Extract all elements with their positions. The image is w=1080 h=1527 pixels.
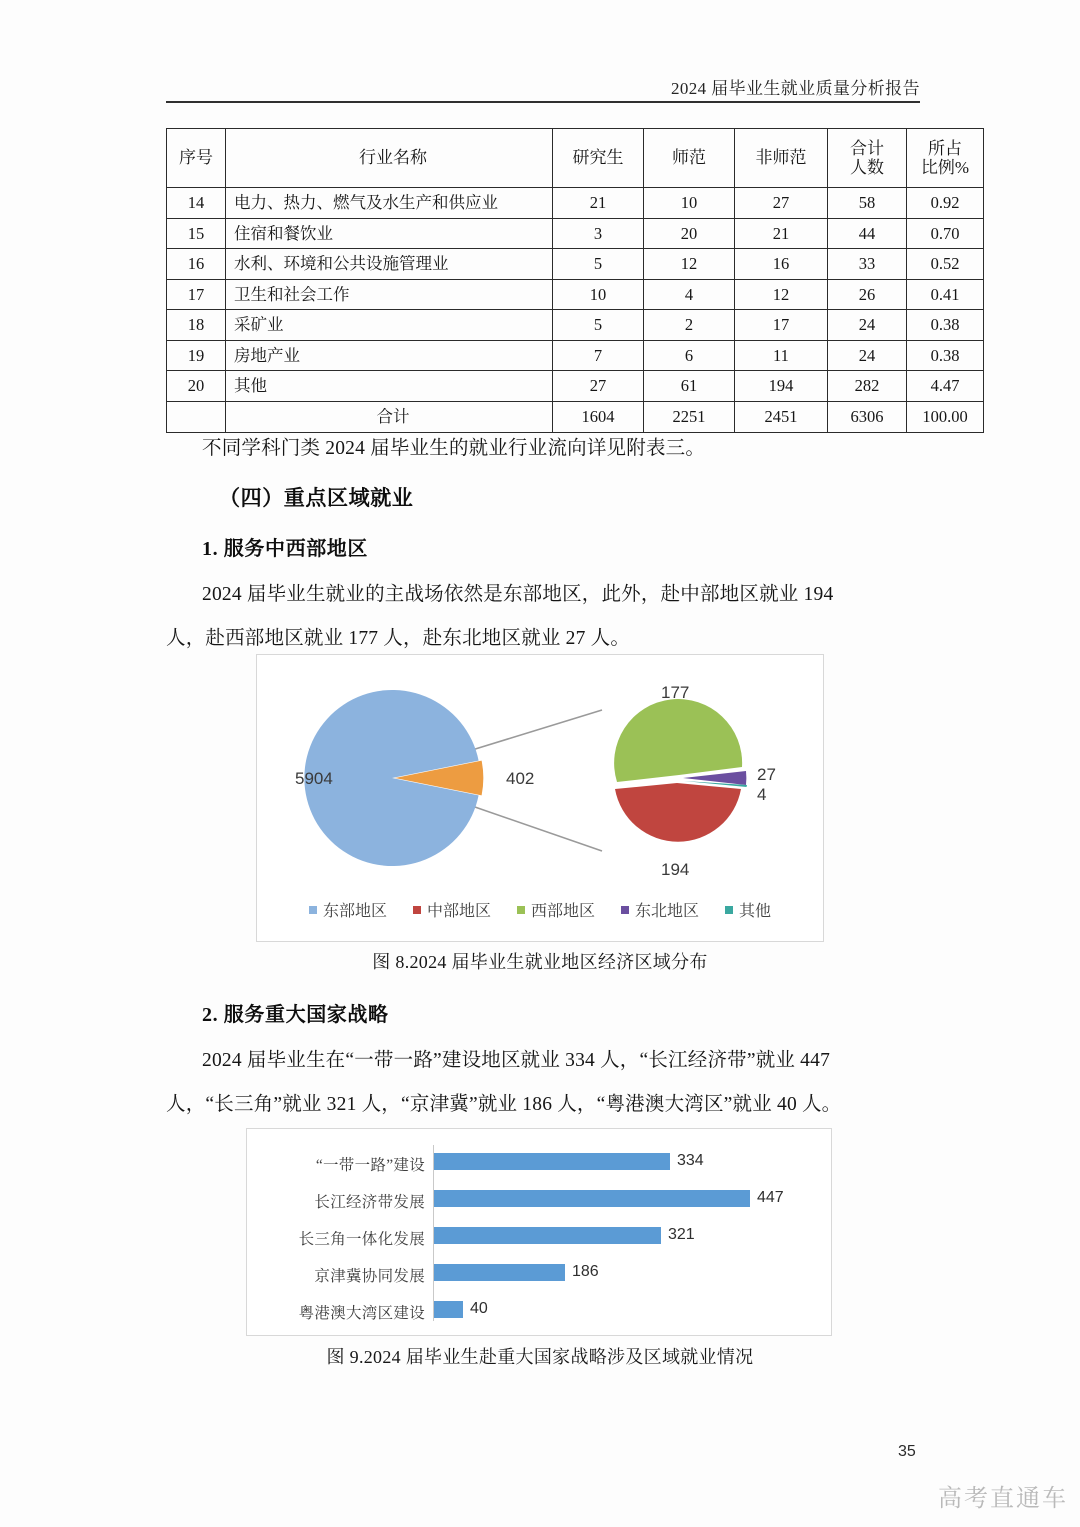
cell-normal: 6: [644, 340, 735, 371]
cell-graduate: 5: [553, 310, 644, 341]
bar-rect: [434, 1301, 463, 1318]
table-header: [167, 129, 984, 188]
cell-index: 20: [167, 371, 226, 402]
connector-lines: [472, 710, 602, 851]
cell-total: 24: [828, 340, 907, 371]
pie-slice-central: [615, 783, 741, 842]
cell-non-normal: 21: [735, 218, 828, 249]
legend-swatch-northeast-icon: [621, 906, 629, 914]
cell-percent: 0.38: [907, 340, 984, 371]
figure-8-caption: 图 8.2024 届毕业生就业地区经济区域分布: [372, 952, 708, 972]
pie-label-east: 5904: [295, 769, 333, 788]
header-total: [828, 129, 907, 188]
pie-label-central: 194: [661, 860, 690, 879]
header-index: 序号: [167, 129, 226, 188]
cell-graduate: 10: [553, 279, 644, 310]
pie-of-pie-graphic: [257, 655, 825, 905]
header-total-line1: 合计: [850, 138, 884, 158]
subsection-2-heading: 2. 服务重大国家战略: [202, 1004, 389, 1026]
industry-table-wrapper: [166, 128, 970, 433]
legend-swatch-east-icon: [309, 906, 317, 914]
table-row: [167, 249, 984, 280]
cell-non-normal: 12: [735, 279, 828, 310]
cell-total: 44: [828, 218, 907, 249]
table-row: [167, 279, 984, 310]
cell-percent: 4.47: [907, 371, 984, 402]
legend-item-west: [517, 898, 595, 921]
bar-category-label: 长江经济带发展: [314, 1194, 425, 1211]
cell-industry: 其他: [226, 371, 553, 402]
pie-label-northeast: 27: [757, 765, 776, 784]
cell-index: 19: [167, 340, 226, 371]
cell-total: 24: [828, 310, 907, 341]
cell-index: 17: [167, 279, 226, 310]
header-percent: [907, 129, 984, 188]
watermark: 高考直通车: [938, 1486, 1068, 1512]
cell-percent: 0.70: [907, 218, 984, 249]
section-heading: （四）重点区域就业: [219, 486, 414, 510]
summary-label: 合计: [226, 401, 553, 432]
cell-index: 14: [167, 188, 226, 219]
cell-non-normal: 17: [735, 310, 828, 341]
bar-category-label: 长三角一体化发展: [298, 1231, 425, 1248]
cell-index: 15: [167, 218, 226, 249]
header-percent-line1: 所占: [928, 138, 962, 158]
subsection-1-paragraph-line1: 2024 届毕业生就业的主战场依然是东部地区，此外，赴中部地区就业 194: [202, 584, 834, 605]
legend-item-central: [413, 898, 491, 921]
bar-value-label: 334: [677, 1152, 704, 1169]
cell-total: 58: [828, 188, 907, 219]
legend-label-northeast: 东北地区: [635, 903, 700, 920]
cell-graduate: 7: [553, 340, 644, 371]
page-number: 35: [898, 1443, 916, 1460]
header-percent-line2: 比例%: [920, 158, 970, 177]
legend-label-east: 东部地区: [322, 903, 387, 920]
summary-graduate: 1604: [553, 401, 644, 432]
cell-index: 18: [167, 310, 226, 341]
legend-swatch-west-icon: [517, 906, 525, 914]
bar-rect: [434, 1190, 750, 1207]
pie-legend: [257, 898, 823, 921]
header-rule: [166, 101, 920, 103]
header-normal: 师范: [644, 129, 735, 188]
figure-9-chart: [246, 1128, 832, 1336]
table-body: [167, 188, 984, 433]
pie-slice-west: [614, 699, 742, 782]
table-header-row: [167, 129, 984, 188]
table-row: [167, 310, 984, 341]
cell-normal: 2: [644, 310, 735, 341]
summary-blank: [167, 401, 226, 432]
bar-value-label: 321: [668, 1226, 695, 1243]
cell-total: 282: [828, 371, 907, 402]
cell-non-normal: 11: [735, 340, 828, 371]
pie-label-west: 177: [661, 683, 690, 702]
cell-graduate: 3: [553, 218, 644, 249]
industry-table: [166, 128, 984, 433]
header-graduate: 研究生: [553, 129, 644, 188]
cell-normal: 4: [644, 279, 735, 310]
cell-industry: 住宿和餐饮业: [226, 218, 553, 249]
summary-normal: 2251: [644, 401, 735, 432]
cell-total: 33: [828, 249, 907, 280]
cell-normal: 61: [644, 371, 735, 402]
figure-8-chart: [256, 654, 824, 942]
pie-label-others-total: 402: [506, 769, 535, 788]
note-after-table: 不同学科门类 2024 届毕业生的就业行业流向详见附表三。: [202, 438, 706, 459]
summary-non-normal: 2451: [735, 401, 828, 432]
table-row: [167, 371, 984, 402]
running-header: 2024 届毕业生就业质量分析报告: [670, 79, 920, 98]
bar-category-label: 粤港澳大湾区建设: [298, 1305, 425, 1322]
bar-rect: [434, 1227, 661, 1244]
table-row: [167, 188, 984, 219]
cell-non-normal: 16: [735, 249, 828, 280]
header-non-normal: 非师范: [735, 129, 828, 188]
bar-rect: [434, 1264, 565, 1281]
cell-percent: 0.41: [907, 279, 984, 310]
cell-industry: 电力、热力、燃气及水生产和供应业: [226, 188, 553, 219]
legend-swatch-other-icon: [725, 906, 733, 914]
cell-normal: 10: [644, 188, 735, 219]
table-row: [167, 340, 984, 371]
secondary-pie: [614, 699, 747, 842]
bar-category-label: 京津冀协同发展: [314, 1268, 425, 1285]
cell-industry: 水利、环境和公共设施管理业: [226, 249, 553, 280]
summary-total: 6306: [828, 401, 907, 432]
header-industry: 行业名称: [226, 129, 553, 188]
cell-normal: 12: [644, 249, 735, 280]
subsection-2-paragraph-line2: 人，“长三角”就业 321 人，“京津冀”就业 186 人，“粤港澳大湾区”就业 40 人。: [166, 1094, 842, 1115]
legend-label-other: 其他: [739, 903, 772, 920]
cell-non-normal: 194: [735, 371, 828, 402]
subsection-2-paragraph-line1: 2024 届毕业生在“一带一路”建设地区就业 334 人，“长江经济带”就业 447: [202, 1050, 831, 1071]
cell-percent: 0.92: [907, 188, 984, 219]
cell-industry: 采矿业: [226, 310, 553, 341]
bar-value-label: 447: [757, 1189, 784, 1206]
cell-percent: 0.52: [907, 249, 984, 280]
figure-9-caption: 图 9.2024 届毕业生赴重大国家战略涉及区域就业情况: [326, 1347, 754, 1367]
cell-total: 26: [828, 279, 907, 310]
legend-item-east: [309, 898, 387, 921]
legend-label-west: 西部地区: [530, 903, 595, 920]
legend-swatch-central-icon: [413, 906, 421, 914]
pie-label-other: 4: [757, 785, 767, 804]
summary-percent: 100.00: [907, 401, 984, 432]
cell-index: 16: [167, 249, 226, 280]
legend-item-other: [725, 898, 771, 921]
cell-non-normal: 27: [735, 188, 828, 219]
bar-value-label: 40: [470, 1300, 488, 1317]
subsection-1-heading: 1. 服务中西部地区: [202, 538, 368, 560]
cell-graduate: 21: [553, 188, 644, 219]
bar-category-label: “一带一路”建设: [315, 1157, 425, 1174]
cell-normal: 20: [644, 218, 735, 249]
table-row: [167, 218, 984, 249]
subsection-1-paragraph-line2: 人，赴西部地区就业 177 人，赴东北地区就业 27 人。: [166, 628, 631, 649]
legend-label-central: 中部地区: [426, 903, 491, 920]
legend-item-northeast: [621, 898, 699, 921]
cell-industry: 卫生和社会工作: [226, 279, 553, 310]
header-total-line2: 人数: [850, 158, 884, 177]
bar-value-label: 186: [572, 1263, 599, 1280]
cell-graduate: 5: [553, 249, 644, 280]
cell-industry: 房地产业: [226, 340, 553, 371]
table-summary-row: [167, 401, 984, 432]
cell-percent: 0.38: [907, 310, 984, 341]
bar-rect: [434, 1153, 670, 1170]
cell-graduate: 27: [553, 371, 644, 402]
